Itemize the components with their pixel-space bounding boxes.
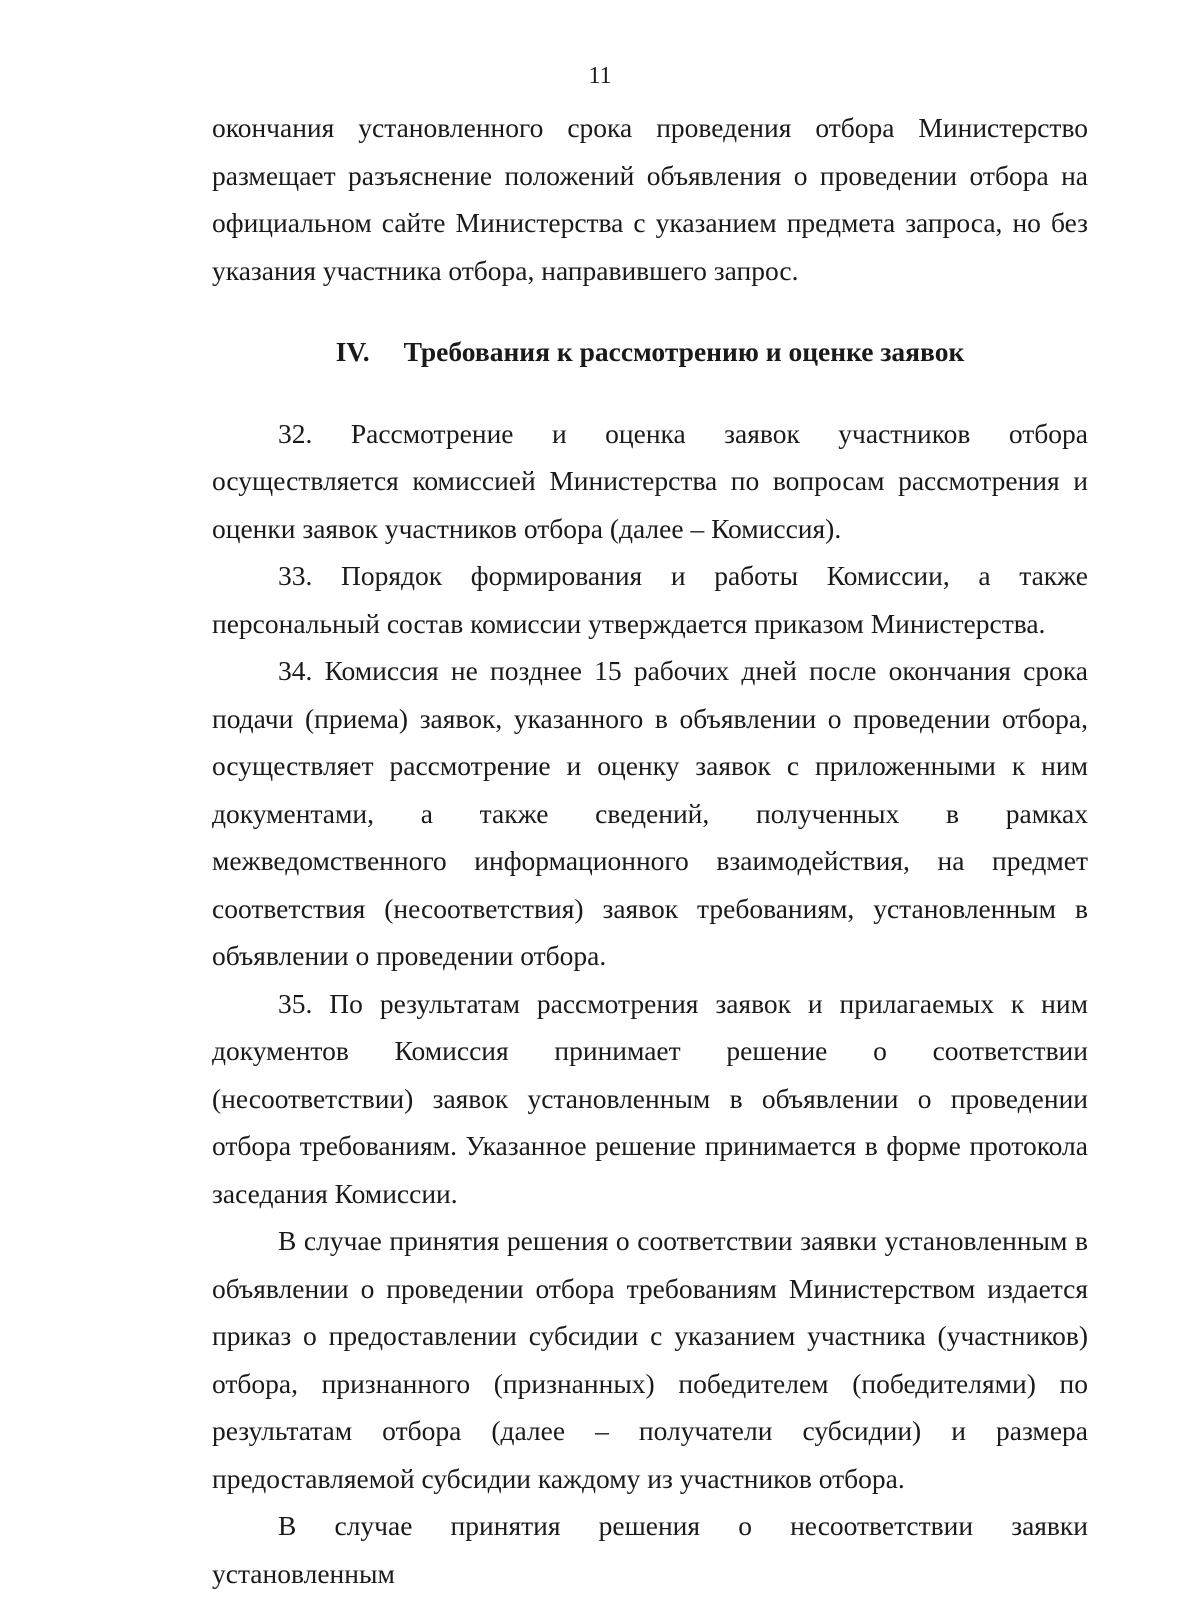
page-number: 11 bbox=[588, 63, 612, 89]
document-body bbox=[212, 104, 1088, 1597]
paragraph-35: 35. По результатам рассмотрения заявок и прилагаемых к ним документов Комиссия принимает решение о соответствии (несоответствии) заявок установленным в объявлении о проведении отбора требованиям. Указанное решение принимается в форме протокола заседания Комиссии. bbox=[212, 987, 1088, 1209]
intro-paragraph: окончания установленного срока проведения отбора Министерство размещает разъяснение положений объявления о проведении отбора на официальном сайте Министерства с указанием предмета запроса, но без указания участника отбора, направившего запрос. bbox=[212, 112, 1088, 286]
paragraph-33: 33. Порядок формирования и работы Комиссии, а также персональный состав комиссии утверждается приказом Министерства. bbox=[212, 560, 1088, 639]
paragraph-34: 34. Комиссия не позднее 15 рабочих дней после окончания срока подачи (приема) заявок, указанного в объявлении о проведении отбора, осуществляет рассмотрение и оценку заявок с приложенными к ним документами, а также сведений, полученных в рамках межведомственного информационного взаимодействия, на предмет соответствия (несоответствия) заявок требованиям, установленным в объявлении о проведении отбора. bbox=[212, 655, 1088, 971]
paragraph-32: 32. Рассмотрение и оценка заявок участников отбора осуществляется комиссией Министерства по вопросам рассмотрения и оценки заявок участников отбора (далее – Комиссия). bbox=[212, 417, 1088, 544]
section-number: IV. bbox=[335, 336, 370, 367]
section-title: Требования к рассмотрению и оценке заявок bbox=[403, 336, 965, 367]
paragraph-decision-compliance: В случае принятия решения о соответствии заявки установленным в объявлении о проведении отбора требованиям Министерством издается приказ о предоставлении субсидии с указанием участника (участников) отбора, признанного (признанных) победителем (победителями) по результатам отбора (далее – получатели субсидии) и размера предоставляемой субсидии каждому из участников отбора. bbox=[212, 1225, 1088, 1494]
section-heading bbox=[212, 328, 1088, 376]
paragraph-decision-noncompliance: В случае принятия решения о несоответствии заявки установленным bbox=[212, 1510, 1088, 1589]
